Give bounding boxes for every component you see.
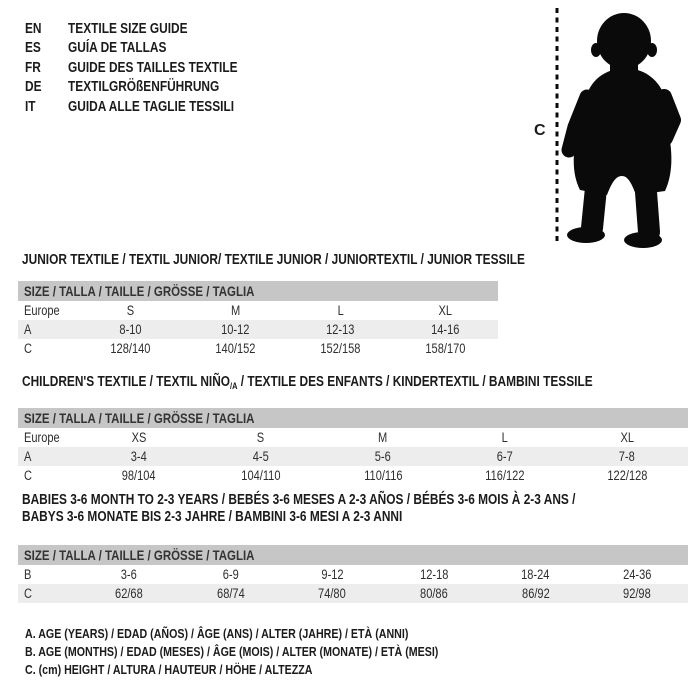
language-label: GUIDE DES TAILLES TEXTILE	[68, 59, 238, 76]
cell-value: M	[230, 303, 241, 318]
footnote-line: C. (cm) HEIGHT / ALTURA / HAUTEUR / HÖHE / ALTEZZA	[25, 661, 313, 677]
table-row	[18, 466, 688, 485]
row-label: Europe	[24, 430, 60, 445]
row-label: C	[24, 468, 32, 483]
row-label: C	[24, 341, 32, 356]
cell-value: 104/110	[241, 468, 281, 483]
cell-value: 7-8	[618, 449, 635, 464]
height-measure-label: C	[534, 122, 546, 139]
language-row	[25, 19, 275, 39]
cell-value: 158/170	[425, 341, 466, 356]
row-label: C	[24, 586, 32, 601]
cell-value: 86/92	[521, 586, 550, 601]
language-code: IT	[25, 98, 36, 115]
table-header-bar: SIZE / TALLA / TAILLE / GRÖSSE / TAGLIA	[18, 281, 498, 301]
cell-value: 8-10	[119, 322, 142, 337]
cell-value: L	[337, 303, 344, 318]
cell-value: 6-9	[222, 567, 239, 582]
table-header-bar: SIZE / TALLA / TAILLE / GRÖSSE / TAGLIA	[18, 545, 688, 565]
section-title: CHILDREN'S TEXTILE / TEXTIL $NIÑO_{/A}$ / TEXTILE DES ENFANTS / KINDERTEXTIL / BAMBINI TESSILE	[22, 374, 593, 391]
table-row	[18, 447, 688, 466]
section-childrens-textile	[18, 374, 688, 485]
cell-value: 80/86	[419, 586, 448, 601]
cell-value: 98/104	[122, 468, 156, 483]
language-code: FR	[25, 59, 41, 76]
section-babies-textile	[18, 492, 688, 603]
cell-value: 3-4	[130, 449, 147, 464]
cell-value: 128/140	[110, 341, 151, 356]
row-label: Europe	[24, 303, 60, 318]
cell-value: 74/80	[318, 586, 347, 601]
cell-value: 12-13	[326, 322, 355, 337]
language-list	[25, 19, 275, 117]
cell-value: 3-6	[120, 567, 137, 582]
cell-value: S	[126, 303, 135, 318]
language-code: ES	[25, 40, 41, 57]
cell-value: 140/152	[215, 341, 256, 356]
language-row	[25, 39, 275, 59]
language-code: EN	[25, 20, 42, 37]
cell-value: XL	[438, 303, 453, 318]
language-label: GUIDA ALLE TAGLIE TESSILI	[68, 98, 235, 115]
cell-value: 116/122	[485, 468, 525, 483]
cell-value: 122/128	[606, 468, 648, 483]
footnote-line: A. AGE (YEARS) / EDAD (AÑOS) / ÂGE (ANS) / ALTER (JAHRE) / ETÀ (ANNI)	[25, 625, 409, 641]
cell-value: 92/98	[623, 586, 652, 601]
baby-silhouette	[567, 13, 673, 248]
cell-value: L	[501, 430, 509, 445]
cell-value: 62/68	[114, 586, 143, 601]
language-row	[25, 97, 275, 117]
table-row	[18, 320, 498, 339]
cell-value: 68/74	[216, 586, 245, 601]
cell-value: M	[378, 430, 388, 445]
row-label: A	[24, 322, 32, 337]
baby-figure	[512, 2, 698, 250]
row-label: B	[24, 567, 32, 582]
cell-value: S	[257, 430, 265, 445]
cell-value: 18-24	[521, 567, 550, 582]
language-label: TEXTILE SIZE GUIDE	[68, 20, 188, 37]
table-row	[18, 301, 498, 320]
language-label: TEXTILGRÖßENFÜHRUNG	[68, 79, 220, 96]
section-title: JUNIOR TEXTILE / TEXTIL JUNIOR/ TEXTILE JUNIOR / JUNIORTEXTIL / JUNIOR TESSILE	[22, 252, 525, 268]
table-header-bar: SIZE / TALLA / TAILLE / GRÖSSE / TAGLIA	[18, 408, 688, 428]
footnote-legend	[25, 624, 529, 678]
language-row	[25, 78, 275, 98]
row-label: A	[24, 449, 32, 464]
cell-value: 9-12	[321, 567, 344, 582]
cell-value: 6-7	[496, 449, 513, 464]
table-row	[18, 428, 688, 447]
cell-value: 4-5	[252, 449, 269, 464]
table-row	[18, 565, 688, 584]
cell-value: 12-18	[419, 567, 448, 582]
cell-value: 24-36	[622, 567, 652, 582]
cell-value: 5-6	[374, 449, 391, 464]
table-row	[18, 584, 688, 603]
language-row	[25, 58, 275, 78]
cell-value: 10-12	[221, 322, 250, 337]
footnote-line: B. AGE (MONTHS) / EDAD (MESES) / ÂGE (MOIS) / ALTER (MONATE) / ETÀ (MESI)	[25, 643, 439, 659]
cell-value: XS	[131, 430, 147, 445]
cell-value: XL	[620, 430, 634, 445]
table-row	[18, 339, 498, 358]
language-code: DE	[25, 79, 42, 96]
cell-value: 152/158	[320, 341, 361, 356]
cell-value: 110/116	[363, 468, 403, 483]
section-title: BABIES 3-6 MONTH TO 2-3 YEARS / BEBÉS 3-6 MESES A 2-3 AÑOS / BÉBÉS 3-6 MOIS À 2-3 ANS / BABYS 3-6 MONATE BIS 2-3 JAHRE / BAMBINI 3-6 MESI A 2-3 ANNI	[22, 492, 576, 525]
section-junior-textile	[18, 252, 525, 358]
cell-value: 14-16	[431, 322, 460, 337]
language-label: GUÍA DE TALLAS	[68, 40, 167, 57]
